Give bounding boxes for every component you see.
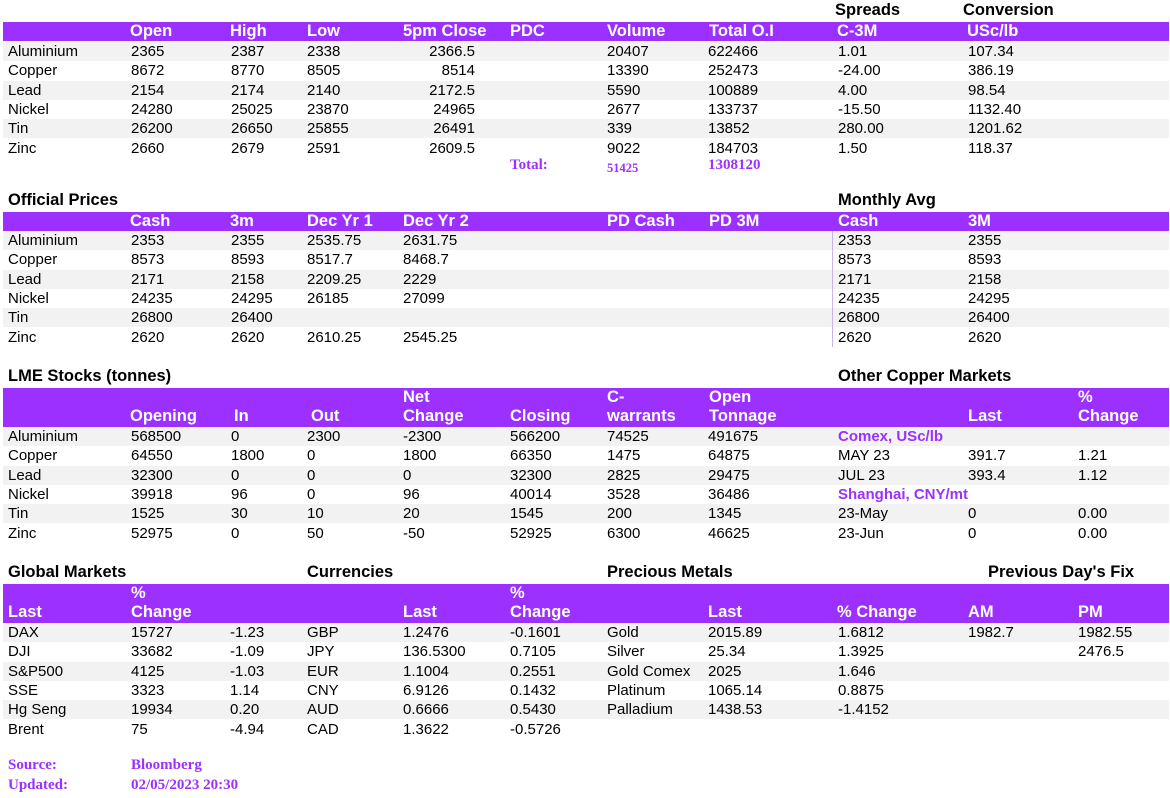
- cell: 1.12: [1078, 466, 1108, 484]
- stock-row: [3, 427, 1169, 446]
- cell: 393.4: [968, 466, 1006, 484]
- cell: -1.4152: [838, 701, 889, 719]
- price-row: [3, 119, 1169, 138]
- cell: 4125: [131, 662, 165, 680]
- metal-name: Tin: [8, 120, 29, 138]
- currency-code: JPY: [307, 643, 335, 661]
- market-row: [3, 700, 1169, 719]
- metal-name: Zinc: [8, 328, 37, 346]
- cell: 6300: [607, 524, 641, 542]
- cell: 8672: [131, 62, 165, 80]
- cell: 50: [307, 524, 324, 542]
- column-header: Closing: [510, 407, 571, 425]
- stock-row: [3, 466, 1169, 485]
- cell: 1545: [510, 505, 544, 523]
- column-header: AM: [968, 603, 994, 621]
- cell: 2025: [708, 662, 742, 680]
- cell: 2171: [838, 270, 872, 288]
- cell: 19934: [131, 701, 173, 719]
- cell: 2610.25: [307, 328, 362, 346]
- cell: 1.21: [1078, 447, 1108, 465]
- cell: 24295: [231, 289, 273, 307]
- cell: 26185: [307, 289, 349, 307]
- cell: 252473: [708, 62, 759, 80]
- column-header: % Change: [837, 603, 917, 621]
- cell: 0: [231, 466, 240, 484]
- section3-header-row: [3, 388, 1169, 427]
- cell: 2174: [231, 81, 265, 99]
- cell: 8468.7: [403, 251, 449, 269]
- cell: 0: [231, 524, 240, 542]
- cell: -50: [403, 524, 425, 542]
- cell: 0: [231, 428, 240, 445]
- cell: 30: [231, 505, 248, 523]
- cell: 491675: [708, 428, 759, 445]
- column-header: 5pm Close: [403, 22, 487, 40]
- currency-code: AUD: [307, 701, 339, 719]
- conversion-title: Conversion: [963, 1, 1054, 19]
- updated-value: 02/05/2023 20:30: [131, 777, 239, 793]
- cell: 566200: [510, 428, 561, 445]
- cell: 20407: [607, 43, 649, 60]
- cell: 26200: [131, 120, 173, 138]
- cell-5pm-close: 2366.5: [429, 43, 475, 60]
- metal-name: Aluminium: [8, 428, 79, 445]
- cell: 0.1432: [510, 681, 556, 699]
- column-header: Dec Yr 1: [307, 212, 373, 230]
- cell: 0: [307, 485, 316, 503]
- cell: 0: [968, 524, 977, 542]
- column-header: PM: [1078, 603, 1103, 621]
- currency-code: EUR: [307, 662, 339, 680]
- column-header: PD Cash: [607, 212, 675, 230]
- cell: 25025: [231, 100, 273, 118]
- section1-header-row: [3, 22, 1169, 41]
- section4-header-row: [3, 584, 1169, 623]
- cell: 2353: [131, 232, 165, 249]
- currency-code: GBP: [307, 624, 339, 641]
- currency-code: CAD: [307, 720, 339, 738]
- source-label: Source:: [8, 757, 57, 773]
- cell: 2591: [307, 139, 341, 157]
- cell: 1.14: [230, 681, 260, 699]
- cell: 36486: [708, 485, 750, 503]
- contract-label: MAY 23: [838, 447, 890, 465]
- market-row: [3, 681, 1169, 700]
- cell: 107.34: [968, 43, 1014, 60]
- cell: 8517.7: [307, 251, 353, 269]
- column-header: Total O.I: [709, 22, 774, 40]
- column-header: Change: [1078, 407, 1139, 425]
- currency-code: CNY: [307, 681, 339, 699]
- market-subheading: Comex, USc/lb: [838, 428, 944, 445]
- cell: 1525: [131, 505, 165, 523]
- market-row: [3, 642, 1169, 661]
- metal-name: Zinc: [8, 524, 37, 542]
- cell: 0: [307, 466, 316, 484]
- official-prices-title: Official Prices: [8, 191, 119, 209]
- metal-name: Zinc: [8, 139, 37, 157]
- cell: -15.50: [838, 100, 881, 118]
- market-subheading: Shanghai, CNY/mt: [838, 485, 969, 503]
- market-row: [3, 662, 1169, 681]
- cell: 2229: [403, 270, 437, 288]
- cell: 2158: [231, 270, 265, 288]
- cell: 2158: [968, 270, 1002, 288]
- cell: 2825: [607, 466, 641, 484]
- cell: 0.00: [1078, 524, 1108, 542]
- official-price-row: [3, 250, 1169, 269]
- column-header: PDC: [510, 22, 545, 40]
- cell: 2365: [131, 43, 165, 60]
- section4-title: Currencies: [307, 563, 394, 581]
- cell: 136.5300: [403, 643, 466, 661]
- section2-header-row: [3, 212, 1169, 231]
- contract-label: JUL 23: [838, 466, 885, 484]
- cell: 622466: [708, 43, 759, 60]
- column-header: Change: [131, 603, 192, 621]
- cell: 24235: [838, 289, 880, 307]
- cell: 66350: [510, 447, 552, 465]
- column-header: Open: [130, 22, 173, 40]
- cell: 8593: [968, 251, 1002, 269]
- cell: 52975: [131, 524, 173, 542]
- cell: 15727: [131, 624, 173, 641]
- cell: 25.34: [708, 643, 746, 661]
- cell: -1.03: [230, 662, 265, 680]
- cell: 1201.62: [968, 120, 1023, 138]
- metal-name: Copper: [8, 447, 58, 465]
- cell: 52925: [510, 524, 552, 542]
- cell: 391.7: [968, 447, 1006, 465]
- cell: 133737: [708, 100, 759, 118]
- index-name: S&P500: [8, 662, 64, 680]
- cell: 1.646: [838, 662, 876, 680]
- cell: 2338: [307, 43, 341, 60]
- cell: 2355: [231, 232, 265, 249]
- cell: 1.3622: [403, 720, 449, 738]
- cell: 26400: [231, 309, 273, 327]
- column-header: Last: [8, 603, 42, 621]
- cell-5pm-close: 24965: [433, 100, 475, 118]
- cell: 26800: [838, 309, 880, 327]
- cell: 2660: [131, 139, 165, 157]
- cell: 0.20: [230, 701, 260, 719]
- cell: 25855: [307, 120, 349, 138]
- cell: 0.8875: [838, 681, 884, 699]
- price-row: [3, 42, 1169, 61]
- cell: 10: [307, 505, 324, 523]
- price-row: [3, 61, 1169, 80]
- official-price-row: [3, 270, 1169, 289]
- metal-name: Copper: [8, 251, 58, 269]
- cell: 1132.40: [968, 100, 1022, 118]
- cell: 0: [307, 447, 316, 465]
- cell: -4.94: [230, 720, 265, 738]
- cell: 1.1004: [403, 662, 449, 680]
- price-row: [3, 81, 1169, 100]
- contract-label: 23-May: [838, 505, 889, 523]
- index-name: Brent: [8, 720, 44, 738]
- metal-name: Aluminium: [8, 43, 79, 60]
- cell: 2171: [131, 270, 165, 288]
- cell: 39918: [131, 485, 173, 503]
- cell: 32300: [510, 466, 552, 484]
- cell: 200: [607, 505, 633, 523]
- market-row: [3, 623, 1169, 642]
- cell: -24.00: [838, 62, 881, 80]
- updated-label: Updated:: [8, 777, 69, 793]
- cell: -1.23: [230, 624, 265, 641]
- cell: 74525: [607, 428, 649, 445]
- metal-name: Nickel: [8, 485, 49, 503]
- section4-title: Previous Day's Fix: [988, 563, 1135, 581]
- cell: 3323: [131, 681, 165, 699]
- cell: 0.2551: [510, 662, 556, 680]
- metal-name: Lead: [8, 466, 42, 484]
- metal-name: Lead: [8, 270, 42, 288]
- cell: 2154: [131, 81, 165, 99]
- column-header: Last: [403, 603, 437, 621]
- cell: 2300: [307, 428, 341, 445]
- cell: 2677: [607, 100, 641, 118]
- column-header: 3m: [230, 212, 254, 230]
- column-header-top: %: [510, 584, 525, 602]
- cell: 29475: [708, 466, 750, 484]
- cell: 27099: [403, 289, 445, 307]
- cell: 2355: [968, 232, 1002, 249]
- cell: 1.01: [838, 43, 868, 60]
- other-copper-title: Other Copper Markets: [838, 367, 1012, 385]
- cell: 40014: [510, 485, 552, 503]
- cell: 2353: [838, 232, 872, 249]
- cell: -1.09: [230, 643, 265, 661]
- official-price-row: [3, 231, 1169, 250]
- official-price-row: [3, 328, 1169, 347]
- cell-5pm-close: 26491: [433, 120, 475, 138]
- cell: 1800: [231, 447, 265, 465]
- column-header: warrants: [607, 407, 676, 425]
- cell: 0.5430: [510, 701, 556, 719]
- index-name: DJI: [8, 643, 31, 661]
- cell: 8770: [231, 62, 265, 80]
- cell: 6.9126: [403, 681, 449, 699]
- cell: 64550: [131, 447, 173, 465]
- cell: 26400: [968, 309, 1010, 327]
- stock-row: [3, 485, 1169, 504]
- cell: 3528: [607, 485, 641, 503]
- cell: 2620: [838, 328, 872, 346]
- official-price-row: [3, 289, 1169, 308]
- cell: 2015.89: [708, 624, 763, 641]
- cell: 2535.75: [307, 232, 362, 249]
- metal-name: Tin: [8, 309, 29, 327]
- cell: -0.5726: [510, 720, 561, 738]
- cell: 13390: [607, 62, 649, 80]
- column-header-top: %: [131, 584, 146, 602]
- cell: 1982.55: [1078, 624, 1133, 641]
- cell: 2620: [131, 328, 165, 346]
- cell: 568500: [131, 428, 182, 445]
- column-header-top: %: [1078, 388, 1093, 406]
- cell: 2545.25: [403, 328, 458, 346]
- divider: [832, 231, 833, 347]
- column-header: Tonnage: [709, 407, 777, 425]
- cell: 2620: [968, 328, 1002, 346]
- column-header: Change: [510, 603, 571, 621]
- market-row: [3, 720, 1169, 739]
- stock-row: [3, 524, 1169, 543]
- column-header-top: Open: [709, 388, 752, 406]
- cell: 1.6812: [838, 624, 884, 641]
- cell: 24235: [131, 289, 173, 307]
- total-label: Total:: [510, 157, 548, 173]
- cell: 1475: [607, 447, 641, 465]
- cell: 20: [403, 505, 420, 523]
- cell-5pm-close: 8514: [441, 62, 475, 80]
- cell: 96: [403, 485, 420, 503]
- cell: 96: [231, 485, 248, 503]
- cell: 386.19: [968, 62, 1014, 80]
- column-header: Change: [403, 407, 464, 425]
- source-value: Bloomberg: [131, 757, 202, 773]
- column-header: 3M: [968, 212, 991, 230]
- spreads-title: Spreads: [835, 1, 901, 19]
- cell: 2140: [307, 81, 341, 99]
- cell: 64875: [708, 447, 750, 465]
- column-header: Out: [311, 407, 340, 425]
- section4-title: Precious Metals: [607, 563, 733, 581]
- cell: 8593: [231, 251, 265, 269]
- metal-name: Lead: [8, 81, 42, 99]
- metal-name: Silver: [607, 643, 645, 661]
- cell: 24280: [131, 100, 173, 118]
- cell: 98.54: [968, 81, 1006, 99]
- cell: 2631.75: [403, 232, 458, 249]
- cell-5pm-close: 2172.5: [429, 81, 475, 99]
- price-row: [3, 139, 1169, 158]
- metal-name: Nickel: [8, 100, 49, 118]
- column-header: In: [234, 407, 249, 425]
- column-header-top: C-: [607, 388, 625, 406]
- cell: 8573: [838, 251, 872, 269]
- cell: 0.6666: [403, 701, 449, 719]
- cell: 280.00: [838, 120, 884, 138]
- cell: 118.37: [968, 139, 1013, 157]
- cell: 1982.7: [968, 624, 1014, 641]
- lme-stocks-title: LME Stocks (tonnes): [8, 367, 172, 385]
- cell: 184703: [708, 139, 759, 157]
- metal-name: Copper: [8, 62, 58, 80]
- cell: 0: [968, 505, 977, 523]
- metal-name: Aluminium: [8, 232, 79, 249]
- stock-row: [3, 446, 1169, 465]
- cell: 339: [607, 120, 633, 138]
- metal-name: Nickel: [8, 289, 49, 307]
- column-header: PD 3M: [709, 212, 760, 230]
- cell: 0.00: [1078, 505, 1108, 523]
- column-header: High: [230, 22, 267, 40]
- cell: 2679: [231, 139, 265, 157]
- cell: -2300: [403, 428, 442, 445]
- metal-name: Tin: [8, 505, 29, 523]
- total-oi: 1308120: [708, 157, 761, 173]
- column-header: Volume: [607, 22, 666, 40]
- cell: 23870: [307, 100, 349, 118]
- total-volume: 51425: [607, 161, 639, 175]
- cell: 8573: [131, 251, 165, 269]
- cell: 1438.53: [708, 701, 763, 719]
- cell: 46625: [708, 524, 750, 542]
- cell: 1.50: [838, 139, 868, 157]
- price-row: [3, 100, 1169, 119]
- column-header-top: Net: [403, 388, 430, 406]
- index-name: SSE: [8, 681, 39, 699]
- column-header: USc/lb: [967, 22, 1019, 40]
- cell: 1800: [403, 447, 437, 465]
- cell: 1345: [708, 505, 742, 523]
- column-header: Cash: [130, 212, 171, 230]
- cell: 1.3925: [838, 643, 884, 661]
- cell: 9022: [607, 139, 641, 157]
- stock-row: [3, 504, 1169, 523]
- section4-title: Global Markets: [8, 563, 127, 581]
- cell: 1.2476: [403, 624, 449, 641]
- column-header: Cash: [838, 212, 879, 230]
- cell: 24295: [968, 289, 1010, 307]
- cell: 100889: [708, 81, 759, 99]
- contract-label: 23-Jun: [838, 524, 884, 542]
- column-header: Last: [968, 407, 1002, 425]
- cell: 8505: [307, 62, 341, 80]
- cell: 33682: [131, 643, 173, 661]
- index-name: DAX: [8, 624, 39, 641]
- column-header: Low: [307, 22, 340, 40]
- cell: 0.7105: [510, 643, 556, 661]
- cell: 5590: [607, 81, 641, 99]
- cell: 26800: [131, 309, 173, 327]
- column-header: Last: [708, 603, 742, 621]
- monthly-avg-title: Monthly Avg: [838, 191, 936, 209]
- cell: 2387: [231, 43, 265, 60]
- cell: 32300: [131, 466, 173, 484]
- cell: 75: [131, 720, 148, 738]
- cell: 2620: [231, 328, 265, 346]
- cell: 2209.25: [307, 270, 362, 288]
- cell: 1065.14: [708, 681, 763, 699]
- metal-name: Gold Comex: [607, 662, 691, 680]
- cell: 0: [403, 466, 412, 484]
- cell: -0.1601: [510, 624, 561, 641]
- column-header: Dec Yr 2: [403, 212, 469, 230]
- cell: 2476.5: [1078, 643, 1124, 661]
- metal-name: Gold: [607, 624, 639, 641]
- cell-5pm-close: 2609.5: [429, 139, 475, 157]
- index-name: Hg Seng: [8, 701, 67, 719]
- cell: 26650: [231, 120, 273, 138]
- column-header: C-3M: [837, 22, 878, 40]
- official-price-row: [3, 308, 1169, 327]
- cell: 4.00: [838, 81, 868, 99]
- metal-name: Palladium: [607, 701, 673, 719]
- metal-name: Platinum: [607, 681, 666, 699]
- cell: 13852: [708, 120, 750, 138]
- column-header: Opening: [130, 407, 197, 425]
